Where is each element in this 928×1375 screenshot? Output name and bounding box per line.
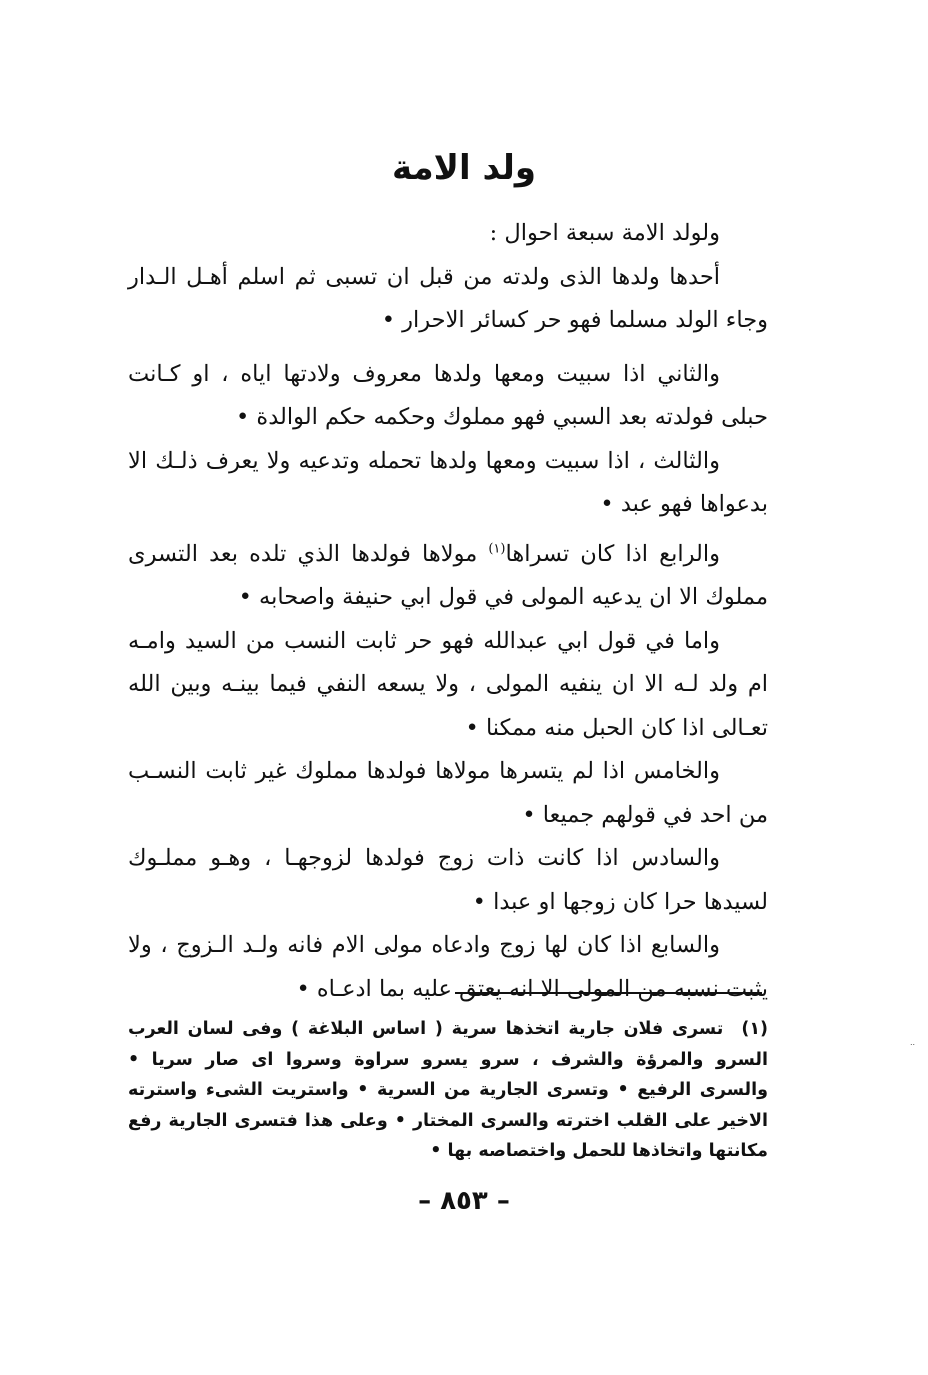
footnote-separator — [455, 992, 762, 994]
footnote-number: (١) — [741, 1019, 768, 1039]
footnote — [128, 1014, 768, 1167]
paragraph-abi-abdullah-opinion: واما في قول ابي عبدالله فهو حر ثابت النسب من السيد وامـه ام ولد لـه الا ان ينفيه المولى ، ولا يسعه النفي فيما بينـه وبين الله تعـالى اذا كان الحبل منه ممكنا • — [128, 627, 768, 741]
paragraph-second-case: والثاني اذا سبيت ومعها ولدها معروف ولادتها اياه ، او كـانت حبلى فولدته بعد السبي فهو مملوك وحكمه حكم الوالدة • — [128, 360, 768, 430]
paragraph-fifth-case: والخامس اذا لم يتسرها مولاها فولدها مملوك غير ثابت النسـب من احد في قولهم جميعا • — [128, 758, 768, 828]
page-title: ولد الامة — [391, 148, 537, 188]
paragraph-fourth-case-rest: مولاها فولدها الذي تلده بعد التسرى مملوك الا ان يدعيه المولى في قول ابي حنيفة واصحابه • — [128, 540, 768, 610]
paragraph-fourth-case-start: والرابع اذا كان تسراها — [505, 540, 720, 567]
paragraph-third-case: والثالث ، اذا سبيت ومعها ولدها تحمله وتدعيه ولا يعرف ذلـك الا بدعواها فهو عبد • — [128, 447, 768, 517]
paragraph-fourth-case — [128, 533, 768, 620]
paragraph-sixth-case: والسادس اذا كانت ذات زوج فولدها لزوجهـا ، وهـو مملـوك لسيدها حرا كان زوجها او عبدا • — [128, 845, 768, 915]
page-number: – ٨٥٣ – — [418, 1186, 510, 1216]
footnote-reference-mark[interactable]: (١) — [488, 541, 506, 556]
footnote-text: تسرى فلان جارية اتخذها سرية ( اساس البلاغة ) وفى لسان العرب السرو والمرؤة والشرف ، سرو يسرو سراوة وسروا اى صار سريا • والسرى الرفيع • وتسرى الجارية من السرية • واستريت الشىء واسترته الاخير على القلب اخترته والسرى المختار • وعلى هذا فتسرى الجارية رفع مكانتها واتخاذها للحمل واختصاصه بها • — [128, 1019, 768, 1162]
body-text — [128, 212, 768, 1011]
paragraph-intro: ولولد الامة سبعة احوال : — [489, 220, 720, 246]
paragraph-seventh-case: والسابع اذا كان لها زوج وادعاه مولى الام فانه ولـد الـزوج ، ولا يثبت نسبه من المولى الا انه يعتق عليه بما ادعـاه • — [128, 932, 768, 1002]
scan-speck: .. — [910, 1038, 916, 1047]
paragraph-first-case: أحدها ولدها الذى ولدته من قبل ان تسبى ثم اسلم أهـل الـدار وجاء الولد مسلما فهو حر كسائر الاحرار • — [128, 263, 768, 333]
